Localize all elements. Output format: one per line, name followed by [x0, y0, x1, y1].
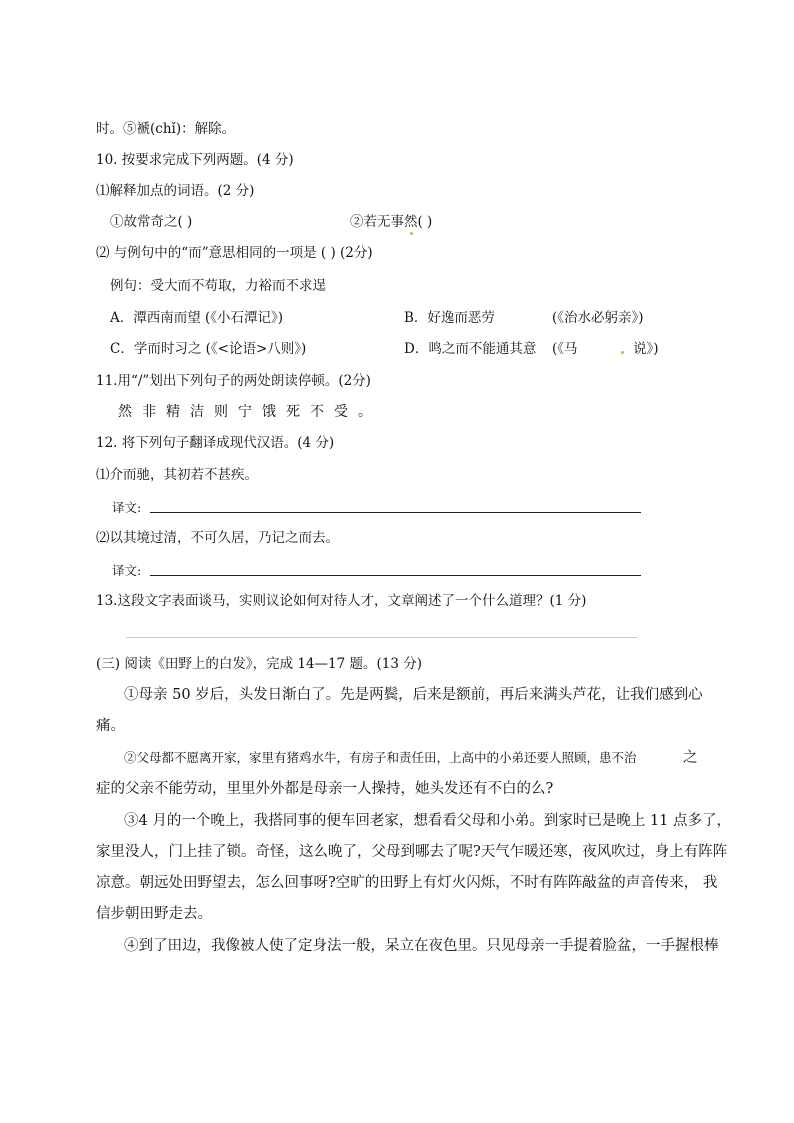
question-10-1-item-b: ②若无事然( )	[350, 214, 433, 230]
option-b-source: (《治水必躬亲》)	[552, 310, 644, 326]
option-a: A．潭西南而望 (《小石潭记》)	[110, 310, 284, 326]
question-12-part-2: ⑵以其境过清，不可久居，乃记之而去。	[96, 530, 339, 546]
question-11-sentence: 然非精洁则宁饿死不受。	[118, 404, 382, 420]
paragraph-3-line-4: 信步朝田野走去。	[96, 906, 212, 922]
paragraph-2-line-2: 症的父亲不能劳动，里里外外都是母亲一人操持，她头发还有不白的么?	[96, 781, 554, 797]
example-sentence: 例句：受大而不苟取，力裕而不求逞	[110, 278, 326, 294]
option-d-source-end: 说》)	[633, 341, 659, 357]
paragraph-3-line-3: 凉意。朝远处田野望去，怎么回事呀?空旷的田野上有灯火闪烁，不时有阵阵敲盆的声音传来， 我	[96, 875, 718, 891]
translation-label-1: 译文:	[112, 500, 142, 515]
question-10-1-item-a: ①故常奇之( )	[110, 214, 193, 230]
line-note-end: 时。⑤褫(chǐ)：解除。	[96, 121, 236, 137]
answer-line-3	[126, 637, 637, 638]
option-d: D．鸣之而不能通其意	[404, 341, 537, 357]
emphasis-dot	[410, 232, 413, 235]
question-12: 12. 将下列句子翻译成现代汉语。(4 分)	[96, 435, 335, 451]
answer-line-1	[150, 512, 641, 513]
option-b: B．好逸而恶劳	[404, 310, 495, 326]
question-10: 10. 按要求完成下列两题。(4 分)	[96, 152, 294, 168]
paragraph-3-line-2: 家里没人，门上挂了锁。奇怪，这么晚了，父母到哪去了呢?天气乍暖还寒，夜风吹过，身上有阵阵	[96, 844, 728, 860]
option-d-source-start: (《马	[552, 341, 578, 357]
option-c: C．学而时习之 (《<论语>八则》)	[110, 341, 307, 357]
paragraph-4-line-1: ④到了田边，我像被人使了定身法一般，呆立在夜色里。只见母亲一手提着脸盆，一手握根棒	[124, 938, 719, 954]
question-12-part-1: ⑴介而驰，其初若不甚疾。	[96, 467, 258, 483]
paragraph-2-line-1-end: 之	[683, 750, 698, 766]
paragraph-3-line-1: ③4 月的一个晚上，我搭同事的便车回老家，想看看父母和小弟。到家时已是晚上 11 点多了，	[124, 813, 731, 829]
stray-dot	[621, 351, 624, 354]
section-3-heading: (三) 阅读《田野上的白发》，完成 14—17 题。(13 分)	[96, 656, 423, 672]
question-10-part-2: ⑵ 与例句中的“而”意思相同的一项是 ( ) (2分)	[96, 245, 373, 261]
paragraph-1-line-1: ①母亲 50 岁后，头发日渐白了。先是两鬓，后来是额前，再后来满头芦花，让我们感到心	[124, 687, 703, 703]
question-10-part-1: ⑴解释加点的词语。(2 分)	[96, 183, 255, 199]
question-13: 13.这段文字表面谈马，实则议论如何对待人才，文章阐述了一个什么道理？(1 分)	[96, 593, 587, 609]
answer-line-2	[150, 575, 641, 576]
paragraph-1-line-2: 痛。	[96, 718, 125, 734]
translation-label-2: 译文:	[112, 563, 142, 578]
question-11: 11.用“/”划出下列句子的两处朗读停顿。(2分)	[96, 373, 371, 389]
paragraph-2-line-1: ②父母都不愿离开家，家里有猪鸡水牛，有房子和责任田，上高中的小弟还要人照顾，患不治	[124, 750, 637, 765]
